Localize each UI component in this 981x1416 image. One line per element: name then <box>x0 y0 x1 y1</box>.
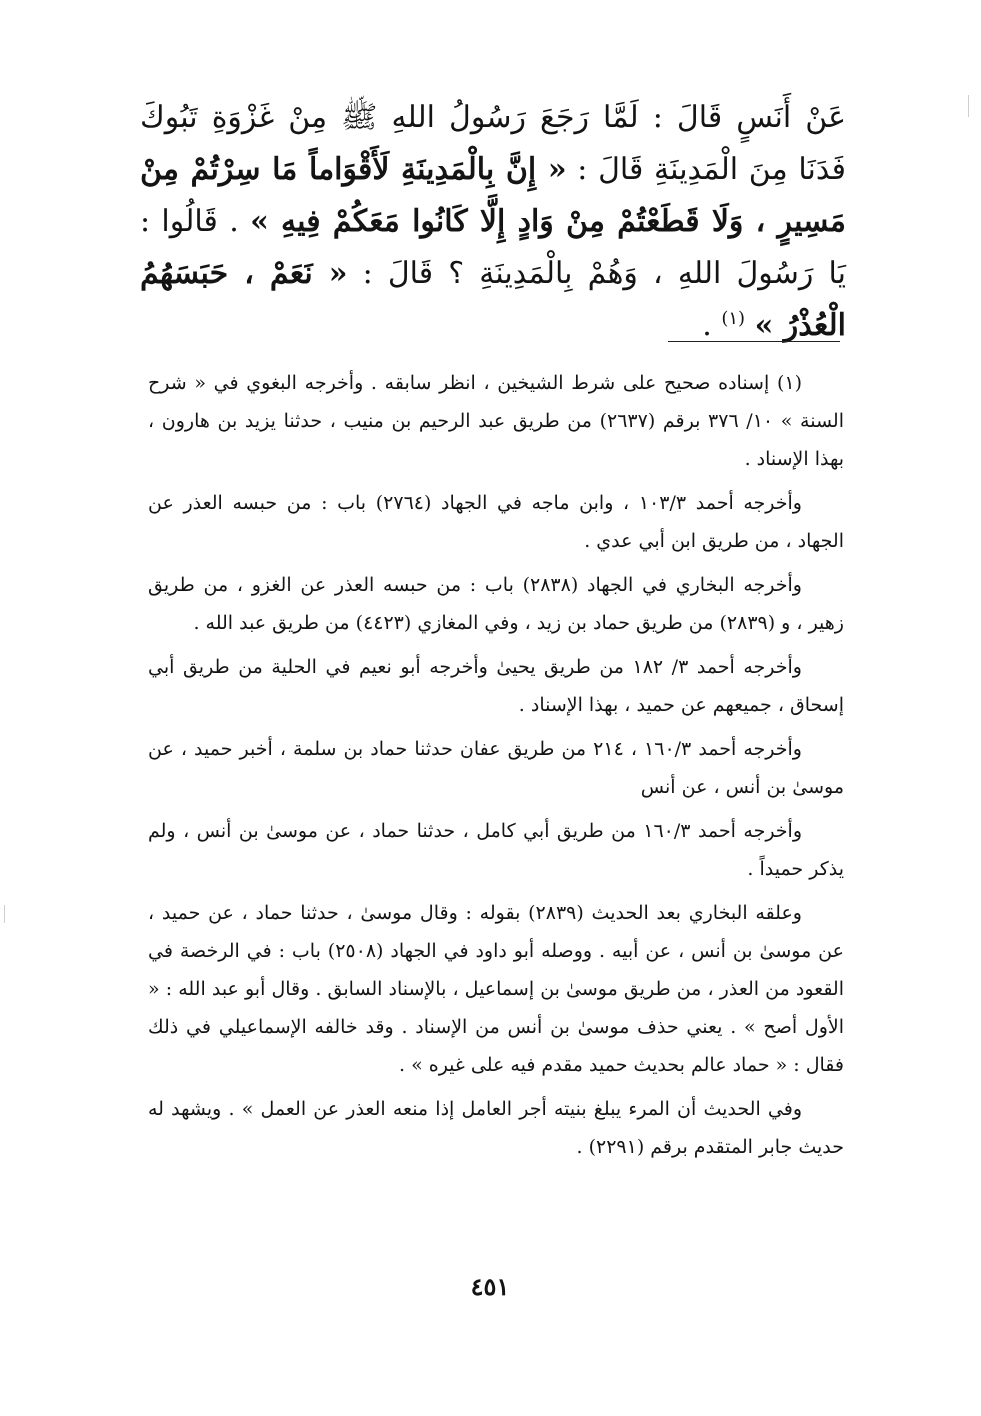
footnote-paragraph: وأخرجه أحمد ١٦٠/٣ ، ٢١٤ من طريق عفان حدثنا حماد بن سلمة ، أخبر حميد ، عن موسىٰ بن أنس ، عن أنس <box>148 738 844 798</box>
page-number: ٤٥١ <box>470 1272 510 1301</box>
footnote-separator <box>668 341 840 342</box>
footnote-paragraph: وأخرجه أحمد ١٦٠/٣ من طريق أبي كامل ، حدثنا حماد ، عن موسىٰ بن أنس ، ولم يذكر حميداً . <box>148 820 844 880</box>
footnote-paragraph: وفي الحديث أن المرء يبلغ بنيته أجر العامل إذا منعه العذر عن العمل » . ويشهد له حديث جابر المتقدم برقم (٢٢٩١) . <box>148 1098 844 1158</box>
scan-margin-mark <box>4 905 5 923</box>
narration-end: . <box>702 308 722 343</box>
narration-intro: عَنْ أَنَسٍ قَالَ : لَمَّا رَجَعَ رَسُولُ اللهِ ﷺ مِنْ غَزْوَةِ تَبُوكَ فَدَنَا مِنَ الْمَدِينَةِ قَالَ : <box>140 100 846 187</box>
footnotes-section <box>148 364 844 1172</box>
footnote-paragraph: وأخرجه أحمد ٣/ ١٨٢ من طريق يحيىٰ وأخرجه أبو نعيم في الحلية من طريق أبي إسحاق ، جميعهم عن حميد ، بهذا الإسناد . <box>148 656 844 716</box>
scan-margin-mark <box>968 95 969 117</box>
hadith-main-text <box>140 92 846 352</box>
hadith-quote-2: « نَعَمْ ، حَبَسَهُمُ الْعُذْرُ » <box>140 256 846 343</box>
footnote-paragraph: وأخرجه أحمد ١٠٣/٣ ، وابن ماجه في الجهاد (٢٧٦٤) باب : من حبسه العذر عن الجهاد ، من طريق ابن أبي عدي . <box>148 492 844 552</box>
footnote-reference: (١) <box>721 308 746 329</box>
hadith-quote-1: « إِنَّ بِالْمَدِينَةِ لَأَقْوَاماً مَا سِرْتُمْ مِنْ مَسِيرٍ ، وَلَا قَطَعْتُمْ مِنْ وَادٍ إِلَّا كَانُوا مَعَكُمْ فِيهِ » <box>140 152 846 239</box>
footnote-paragraph: (١) إسناده صحيح على شرط الشيخين ، انظر سابقه . وأخرجه البغوي في « شرح السنة » ١٠/ ٣٧٦ برقم (٢٦٣٧) من طريق عبد الرحيم بن منيب ، حدثنا يزيد بن هارون ، بهذا الإسناد . <box>148 372 844 470</box>
narration-middle: . قَالُوا : يَا رَسُولَ اللهِ ، وَهُمْ بِالْمَدِينَةِ ؟ قَالَ : <box>140 204 846 291</box>
footnote-paragraph: وعلقه البخاري بعد الحديث (٢٨٣٩) بقوله : وقال موسىٰ ، حدثنا حماد ، عن حميد ، عن موسىٰ بن أنس ، عن أبيه . ووصله أبو داود في الجهاد (٢٥٠٨) باب : في الرخصة في القعود من العذر ، من طريق موسىٰ بن إسماعيل ، بالإسناد السابق . وقال أبو عبد الله : « الأول أصح » . يعني حذف موسىٰ بن أنس من الإسناد . وقد خالفه الإسماعيلي في ذلك فقال : « حماد عالم بحديث حميد مقدم فيه على غيره » . <box>148 902 844 1076</box>
footnote-paragraph: وأخرجه البخاري في الجهاد (٢٨٣٨) باب : من حبسه العذر عن الغزو ، من طريق زهير ، و (٢٨٣٩) من طريق حماد بن زيد ، وفي المغازي (٤٤٢٣) من طريق عبد الله . <box>148 574 844 634</box>
